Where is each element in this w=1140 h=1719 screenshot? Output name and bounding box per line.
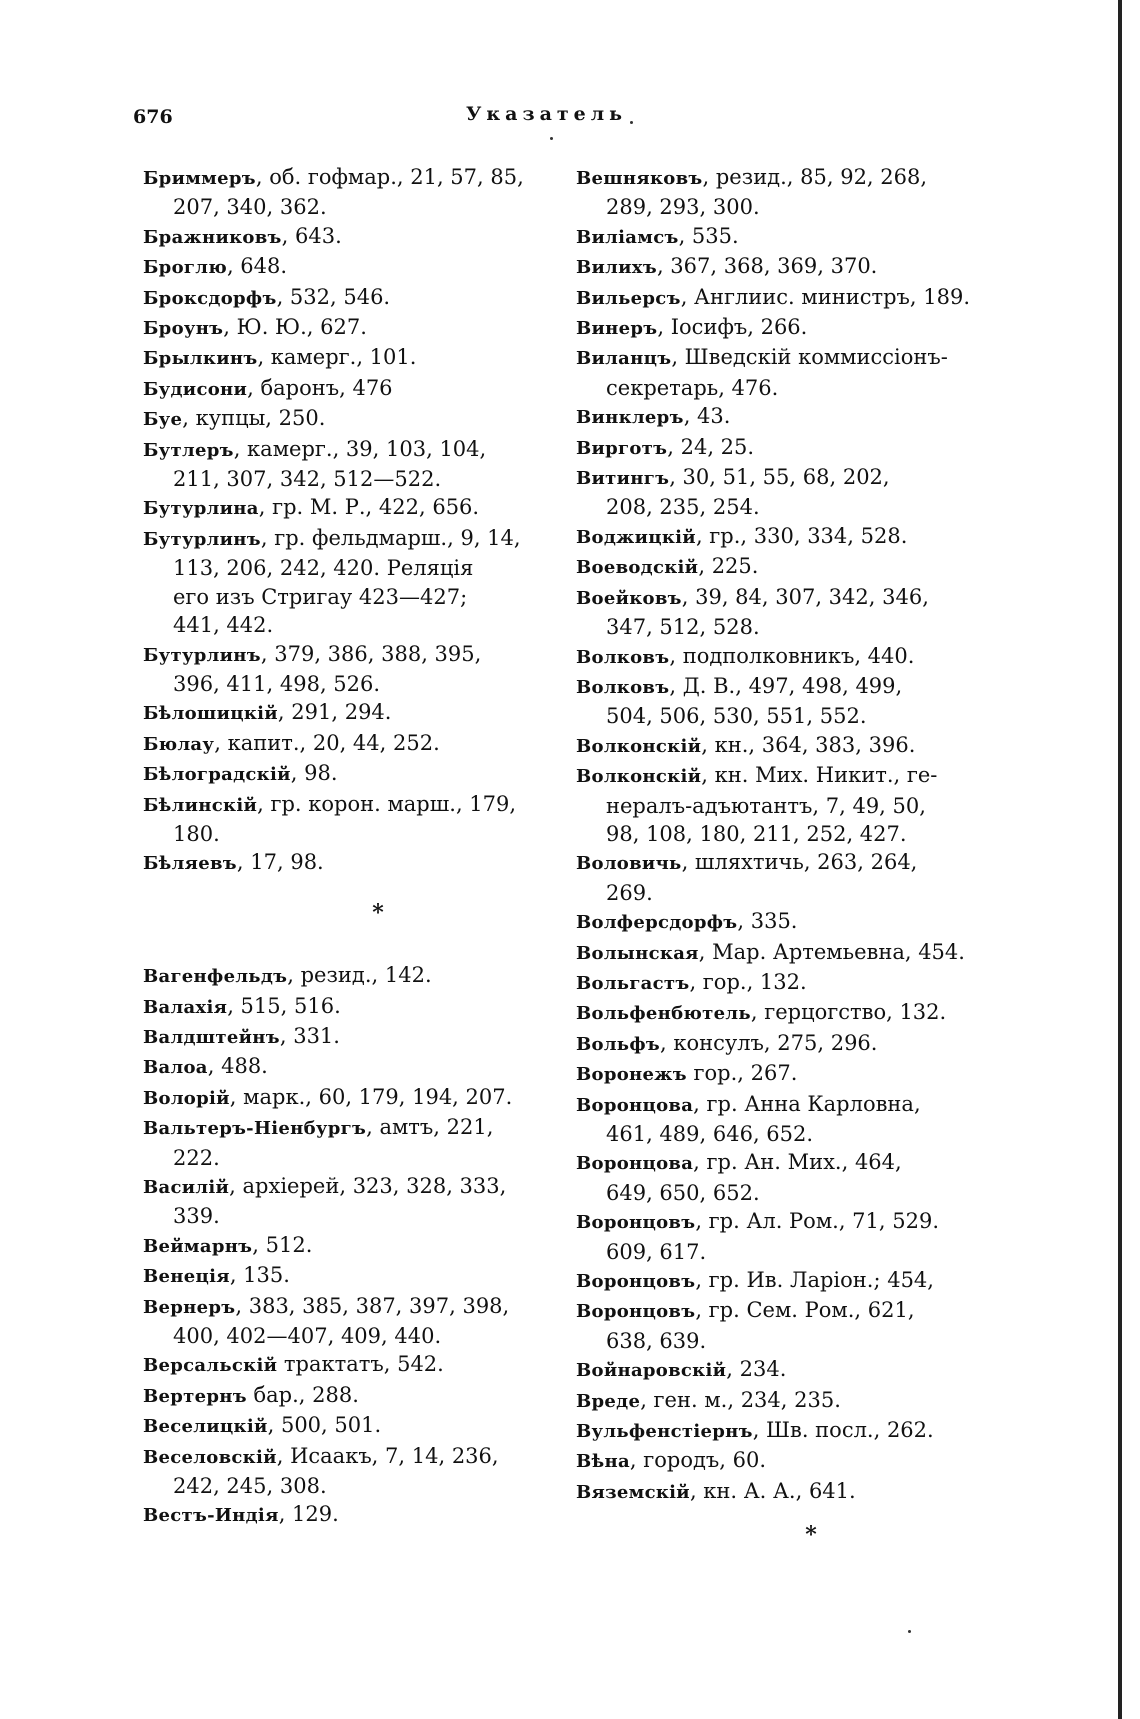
- entry-name: Валдштейнъ: [143, 1026, 280, 1048]
- index-column-left: [143, 163, 543, 1531]
- entry-name: Валоа: [143, 1057, 208, 1079]
- index-entry: [576, 968, 996, 998]
- index-entry: [576, 522, 996, 552]
- index-entry: [576, 1266, 996, 1296]
- entry-references: , камерг., 101.: [257, 345, 417, 370]
- entry-name: Вяземскій: [576, 1481, 690, 1503]
- entry-references: , 30, 51, 55, 68, 202, 208, 235, 254.: [606, 465, 890, 520]
- index-entry: [143, 992, 543, 1022]
- entry-name: Вирготъ: [576, 437, 668, 459]
- index-entry: [576, 433, 996, 463]
- entry-references: , капит., 20, 44, 252.: [214, 730, 440, 755]
- entry-name: Волорій: [143, 1087, 230, 1109]
- entry-name: Вольфъ: [576, 1033, 660, 1055]
- index-entry: [576, 1148, 996, 1207]
- entry-name: Бюлау: [143, 733, 215, 755]
- index-entry: [143, 435, 543, 494]
- entry-name: Будисони: [143, 378, 248, 400]
- index-entry: [143, 1381, 543, 1411]
- entry-name: Бутурлина: [143, 498, 259, 520]
- index-entry: [143, 640, 543, 699]
- entry-name: Брылкинъ: [143, 348, 258, 370]
- index-entry: [576, 402, 996, 432]
- entry-name: Вѣна: [576, 1451, 630, 1473]
- index-entry: [143, 163, 543, 222]
- index-entry: [576, 1416, 996, 1446]
- entry-references: , гр. Ан. Мих., 464, 649, 650, 652.: [606, 1150, 902, 1205]
- entry-references: , 512.: [252, 1232, 313, 1257]
- entry-references: , резид., 85, 92, 268, 289, 293, 300.: [606, 165, 928, 220]
- entry-references: , амтъ, 221, 222.: [173, 1115, 494, 1170]
- index-entry: [143, 404, 543, 434]
- entry-references: , баронъ, 476: [247, 375, 393, 400]
- entry-name: Воронцова: [576, 1094, 694, 1116]
- index-entry: [576, 583, 996, 642]
- entry-name: Волферсдорфъ: [576, 912, 738, 934]
- index-entry: [576, 938, 996, 968]
- entry-references: , об. гофмар., 21, 57, 85, 207, 340, 362.: [173, 165, 524, 220]
- index-entry: [143, 222, 543, 252]
- entry-name: Буе: [143, 409, 183, 431]
- index-entry: [143, 1172, 543, 1231]
- entry-name: Волынская: [576, 942, 699, 964]
- index-entry: [576, 1029, 996, 1059]
- entry-references: , 532, 546.: [276, 284, 391, 309]
- entry-references: , кн., 364, 383, 396.: [701, 732, 916, 757]
- entry-references: , подполковникъ, 440.: [669, 643, 915, 668]
- index-entry: [576, 283, 996, 313]
- entry-references: , городъ, 60.: [629, 1448, 767, 1473]
- entry-name: Войнаровскій: [576, 1360, 727, 1382]
- entry-references: , шляхтичь, 263, 264, 269.: [606, 850, 918, 905]
- entry-name: Бриммеръ: [143, 168, 256, 189]
- entry-references: , Исаакъ, 7, 14, 236, 242, 245, 308.: [173, 1443, 499, 1499]
- entry-references: , 515, 516.: [227, 993, 341, 1018]
- entry-references: , 39, 84, 307, 342, 346, 347, 512, 528.: [606, 584, 929, 640]
- entry-references: , 335.: [737, 909, 798, 934]
- entry-name: Воронцовъ: [576, 1212, 696, 1234]
- index-entry: [143, 1231, 543, 1261]
- index-entry: [576, 672, 996, 731]
- speck-mark: [908, 1630, 911, 1633]
- page-edge-line: [1118, 0, 1122, 1719]
- entry-name: Воронцовъ: [576, 1271, 696, 1293]
- index-section-v: [143, 961, 543, 1531]
- index-entry: [143, 252, 543, 282]
- index-entry: [576, 907, 996, 937]
- entry-name: Версальскій: [143, 1355, 278, 1377]
- index-entry: [576, 222, 996, 252]
- entry-references: гор., 267.: [686, 1061, 798, 1086]
- index-entry: [143, 1083, 543, 1113]
- index-entry: [143, 1052, 543, 1082]
- entry-name: Волконскій: [576, 766, 702, 788]
- entry-references: , гр., 330, 334, 528.: [695, 523, 908, 548]
- entry-references: , марк., 60, 179, 194, 207.: [229, 1084, 513, 1109]
- entry-references: , 643.: [281, 223, 342, 248]
- entry-references: , гр. М. Р., 422, 656.: [258, 495, 480, 520]
- entry-references: , гр. фельдмарш., 9, 14, 113, 206, 242, 420. Реляція его изъ Стригау 423—427; 441, 442.: [173, 525, 521, 638]
- index-entry: [576, 1386, 996, 1416]
- index-entry: [143, 1411, 543, 1441]
- entry-name: Вреде: [576, 1390, 641, 1412]
- entry-references: , Мар. Артемьевна, 454.: [698, 939, 965, 964]
- entry-references: , 379, 386, 388, 395, 396, 411, 498, 526.: [173, 641, 482, 696]
- entry-references: , гр. Сем. Ром., 621, 638, 639.: [606, 1298, 915, 1353]
- index-entry: [143, 313, 543, 343]
- entry-references: , 367, 368, 369, 370.: [656, 254, 878, 279]
- index-entry: [576, 463, 996, 522]
- entry-name: Бѣлоградскій: [143, 764, 291, 786]
- entry-references: , Д. В., 497, 498, 499, 504, 506, 530, 551, 552.: [606, 673, 903, 729]
- index-entry: [576, 731, 996, 761]
- entry-name: Вестъ-Индія: [143, 1505, 279, 1527]
- entry-name: Воейковъ: [576, 587, 682, 609]
- index-entry: [143, 283, 543, 313]
- entry-references: , 43.: [683, 404, 731, 429]
- speck-mark: [550, 137, 553, 140]
- entry-references: , 648.: [226, 254, 288, 279]
- entry-references: , 135.: [229, 1263, 290, 1288]
- entry-name: Бутурлинъ: [143, 644, 261, 666]
- entry-references: , 234.: [726, 1357, 787, 1382]
- entry-name: Витингъ: [576, 468, 670, 490]
- entry-name: Воловичь: [576, 853, 682, 875]
- entry-references: , резид., 142.: [287, 963, 432, 988]
- index-entry: [143, 759, 543, 789]
- entry-references: , 225.: [698, 554, 759, 579]
- entry-name: Вольгастъ: [576, 972, 690, 994]
- entry-references: , 331.: [279, 1023, 340, 1048]
- entry-name: Бѣляевъ: [143, 853, 237, 875]
- entry-name: Бражниковъ: [143, 226, 282, 248]
- entry-name: Вилихъ: [576, 257, 657, 279]
- entry-references: , 535.: [678, 223, 739, 248]
- entry-references: , гор., 132.: [689, 969, 807, 994]
- index-entry: [576, 1296, 996, 1355]
- index-section-b: [143, 163, 543, 879]
- entry-references: , 17, 98.: [236, 850, 324, 875]
- running-head: Указатель: [466, 103, 628, 125]
- index-entry: [143, 374, 543, 404]
- entry-name: Бѣлинскій: [143, 794, 258, 816]
- entry-name: Волконскій: [576, 735, 702, 757]
- entry-references: бар., 288.: [246, 1382, 359, 1407]
- entry-references: , гр. Анна Карловна, 461, 489, 646, 652.: [606, 1091, 921, 1146]
- entry-references: , 291, 294.: [277, 700, 392, 725]
- entry-references: , Шведскій коммиссіонъ- секретарь, 476.: [606, 345, 948, 400]
- section-divider: *: [372, 899, 384, 926]
- entry-references: трактатъ, 542.: [277, 1352, 444, 1377]
- page-number: 676: [133, 106, 173, 128]
- index-entry: [576, 163, 996, 222]
- index-entry: [576, 313, 996, 343]
- entry-name: Вульфенстіернъ: [576, 1421, 753, 1443]
- entry-references: , 488.: [207, 1054, 268, 1079]
- index-entry: [143, 493, 543, 523]
- index-entry: [576, 1090, 996, 1149]
- index-entry: [576, 343, 996, 402]
- entry-name: Виліамсъ: [576, 226, 679, 248]
- index-entry: [143, 790, 543, 849]
- entry-name: Вертернъ: [143, 1385, 247, 1407]
- entry-name: Венеція: [143, 1266, 230, 1288]
- entry-name: Волковъ: [576, 676, 670, 698]
- entry-name: Вольфенбютель: [576, 1003, 751, 1025]
- entry-references: , камерг., 39, 103, 104, 211, 307, 342, 512—522.: [173, 436, 487, 492]
- entry-name: Волковъ: [576, 646, 670, 668]
- entry-name: Вешняковъ: [576, 168, 703, 189]
- index-entry: [143, 1261, 543, 1291]
- index-entry: [576, 1477, 996, 1507]
- entry-name: Воджицкій: [576, 526, 696, 548]
- index-entry: [576, 1446, 996, 1476]
- index-entry: [576, 252, 996, 282]
- index-entry: [576, 761, 996, 848]
- entry-name: Бутлеръ: [143, 439, 234, 461]
- entry-references: , 129.: [278, 1502, 339, 1527]
- index-entry: [143, 1442, 543, 1501]
- entry-references: , гр. корон. марш., 179, 180.: [173, 791, 517, 846]
- index-entry: [576, 1059, 996, 1089]
- entry-references: , Ю. Ю., 627.: [223, 315, 367, 340]
- index-entry: [143, 961, 543, 991]
- index-entry: [143, 1022, 543, 1052]
- entry-references: , архіерей, 323, 328, 333, 339.: [173, 1174, 507, 1229]
- index-entry: [143, 848, 543, 878]
- index-entry: [576, 1207, 996, 1266]
- index-section-v-continued: [576, 163, 996, 1507]
- entry-name: Вильерсъ: [576, 287, 681, 309]
- entry-name: Воронежъ: [576, 1064, 687, 1086]
- index-entry: [576, 552, 996, 582]
- entry-name: Вагенфельдъ: [143, 966, 288, 988]
- entry-name: Виланцъ: [576, 348, 672, 370]
- entry-name: Воронцовъ: [576, 1301, 696, 1323]
- index-entry: [143, 698, 543, 728]
- entry-name: Вальтеръ-Ніенбургъ: [143, 1118, 367, 1140]
- entry-name: Воронцова: [576, 1153, 694, 1175]
- index-entry: [143, 1350, 543, 1380]
- index-entry: [576, 1355, 996, 1385]
- entry-name: Винеръ: [576, 318, 658, 340]
- index-entry: [576, 642, 996, 672]
- entry-references: , кн. А. А., 641.: [689, 1478, 856, 1503]
- entry-name: Веселицкій: [143, 1416, 268, 1438]
- entry-references: , 383, 385, 387, 397, 398, 400, 402—407, 409, 440.: [173, 1293, 510, 1349]
- entry-name: Веймарнъ: [143, 1235, 253, 1257]
- entry-references: , гр. Ив. Ларіон.; 454,: [695, 1268, 934, 1293]
- entry-references: , купцы, 250.: [182, 406, 326, 431]
- entry-name: Бѣлошицкій: [143, 703, 278, 725]
- entry-references: , Іосифъ, 266.: [657, 315, 808, 340]
- entry-name: Броунъ: [143, 318, 224, 340]
- entry-references: , 98.: [290, 761, 338, 786]
- entry-references: , 500, 501.: [267, 1413, 382, 1438]
- index-entry: [143, 524, 543, 640]
- entry-references: , ген. м., 234, 235.: [640, 1387, 841, 1412]
- entry-name: Воеводскій: [576, 557, 699, 579]
- entry-name: Василій: [143, 1177, 230, 1198]
- index-entry: [576, 848, 996, 907]
- entry-name: Бутурлинъ: [143, 528, 261, 550]
- entry-references: , герцогство, 132.: [750, 1000, 947, 1025]
- index-entry: [143, 1113, 543, 1172]
- index-column-right: [576, 163, 996, 1550]
- entry-name: Броглю: [143, 257, 227, 279]
- entry-name: Валахія: [143, 996, 228, 1018]
- entry-references: , 24, 25.: [667, 434, 755, 459]
- entry-references: , консулъ, 275, 296.: [659, 1030, 878, 1055]
- entry-name: Вернеръ: [143, 1296, 236, 1318]
- entry-name: Броксдорфъ: [143, 287, 277, 309]
- entry-name: Веселовскій: [143, 1446, 277, 1468]
- entry-references: , Шв. посл., 262.: [752, 1418, 934, 1443]
- index-entry: [576, 998, 996, 1028]
- entry-references: , гр. Ал. Ром., 71, 529. 609, 617.: [606, 1209, 940, 1264]
- section-divider: *: [805, 1522, 817, 1549]
- speck-mark: [630, 121, 633, 124]
- entry-references: , Англиис. министръ, 189.: [680, 284, 971, 309]
- entry-name: Винклеръ: [576, 407, 684, 429]
- index-entry: [143, 1500, 543, 1530]
- index-entry: [143, 729, 543, 759]
- index-entry: [143, 343, 543, 373]
- entry-references: , кн. Мих. Никит., ге- нералъ-адъютантъ, 7, 49, 50, 98, 108, 180, 211, 252, 427.: [606, 763, 938, 846]
- index-entry: [143, 1292, 543, 1351]
